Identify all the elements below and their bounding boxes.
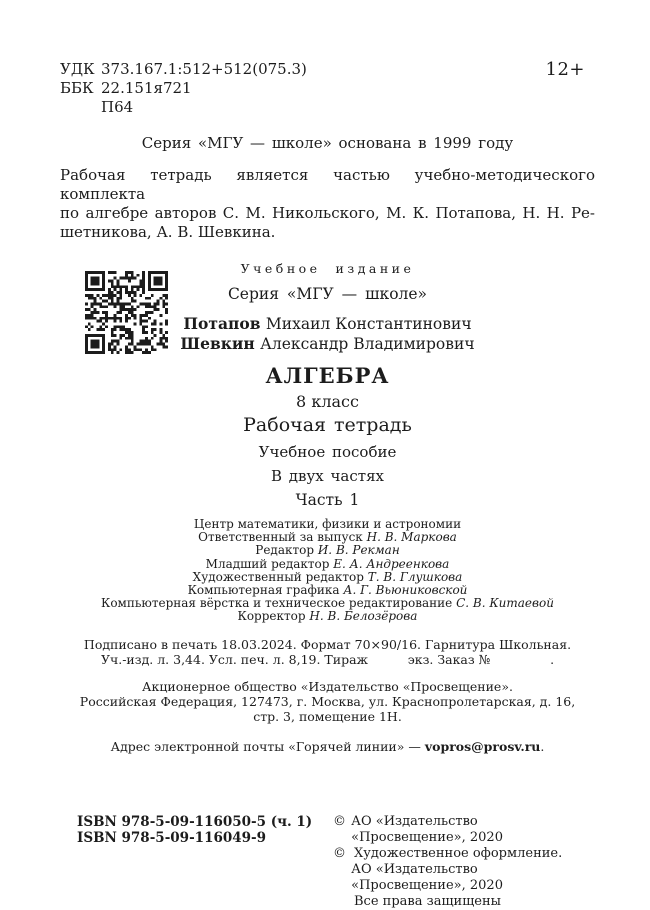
isbn-copyright-row: [60, 814, 595, 910]
isbn-line: ISBN 978-5-09-116050-5 (ч. 1): [77, 813, 313, 830]
qr-code: [85, 271, 168, 354]
credit-role: Ответственный за выпуск: [198, 530, 363, 545]
copyright-mark: [333, 894, 354, 910]
publisher-block: [60, 679, 595, 724]
isbn-block: [60, 814, 333, 910]
udk-value: 373.167.1:512+512(075.3): [101, 60, 307, 78]
copyright-mark: [333, 862, 351, 894]
credit-person: Т. В. Глушкова: [367, 569, 463, 584]
copyright-line: [333, 846, 595, 862]
credit-person: И. В. Рекман: [317, 543, 400, 558]
publisher-line: стр. 3, помещение 1Н.: [253, 708, 402, 724]
copyright-text: АО «Издательство «Просвещение», 2020: [351, 861, 503, 893]
grade-level: 8 класс: [296, 392, 359, 411]
credits-block: [60, 518, 595, 624]
credit-person: А. Г. Вьюниковской: [343, 583, 468, 598]
credit-person: Н. В. Маркова: [366, 530, 457, 545]
annotation-line: по алгебре авторов С. М. Никольского, М. К. Потапова, Н. Н. Ре-: [60, 204, 595, 222]
copyright-text: Все права защищены: [354, 893, 501, 909]
classification-codes: [60, 60, 307, 117]
copyright-text: АО «Издательство «Просвещение», 2020: [351, 813, 503, 845]
publisher-line: Российская Федерация, 127473, г. Москва, ул. Краснопролетарская, д. 16,: [79, 693, 576, 709]
copyright-line: [333, 862, 595, 894]
bbk-value: 22.151я721: [101, 79, 192, 97]
credit-role: Художественный редактор: [192, 569, 364, 584]
credit-role: Младший редактор: [205, 556, 330, 571]
isbn-line: ISBN 978-5-09-116049-9: [77, 829, 267, 846]
bbk-row: [60, 79, 307, 98]
copyright-mark: ©: [333, 845, 346, 861]
book-subtitle: Рабочая тетрадь: [243, 414, 412, 436]
author-code: П64: [101, 98, 134, 116]
email-address: vopros@prosv.ru: [424, 738, 541, 754]
credit-role: Центр математики, физики и астрономии: [193, 517, 462, 531]
publisher-line: Акционерное общество «Издательство «Просвещение».: [142, 678, 513, 694]
email-prefix: Адрес электронной почты «Горячей линии» —: [110, 738, 425, 754]
annotation-line: шетникова, А. В. Шевкина.: [60, 223, 276, 241]
book-title: АЛГЕБРА: [265, 363, 390, 388]
credit-person: Е. А. Андреенкова: [333, 556, 450, 571]
author-given-names: Александр Владимирович: [260, 335, 475, 353]
copyright-line: [333, 894, 595, 910]
credit-role: Компьютерная графика: [187, 583, 340, 598]
udk-row: [60, 60, 307, 79]
credit-role: Компьютерная вёрстка и техническое редактирование: [101, 596, 453, 611]
email-suffix: .: [540, 738, 545, 754]
author-surname: Шевкин: [180, 334, 255, 353]
credit-line: [60, 610, 595, 623]
age-rating-badge: 12+: [545, 59, 585, 80]
annotation-paragraph: [60, 166, 595, 242]
credit-person: С. В. Китаевой: [456, 596, 554, 611]
parts-note: В двух частях: [270, 467, 384, 485]
udk-label: УДК: [60, 60, 95, 78]
edition-block: [60, 261, 595, 509]
copyright-text: Художественное оформление.: [354, 845, 563, 861]
print-info-line: Подписано в печать 18.03.2024. Формат 70×90/16. Гарнитура Школьная.: [83, 636, 572, 652]
print-info-line: Уч.-изд. л. 3,44. Усл. печ. л. 8,19. Тираж экз. Заказ № .: [100, 651, 555, 667]
credit-role: Корректор: [237, 609, 306, 624]
author-surname: Потапов: [183, 314, 261, 333]
publication-kind: Учебное пособие: [258, 443, 397, 461]
header-row: [60, 60, 595, 117]
copyright-mark: ©: [333, 813, 346, 829]
credit-person: Н. В. Белозёрова: [309, 609, 418, 624]
series-title: Серия «МГУ — школе»: [227, 285, 428, 303]
credit-role: Редактор: [255, 543, 315, 558]
edition-type: Учебное издание: [240, 261, 415, 276]
annotation-line: Рабочая тетрадь является частью учебно-методического комплекта: [60, 166, 595, 203]
copyright-line: [333, 814, 595, 846]
copyright-block: [333, 814, 595, 910]
bbk-label: ББК: [60, 79, 94, 97]
series-founded-note: Серия «МГУ — школе» основана в 1999 году: [141, 134, 514, 152]
author-given-names: Михаил Константинович: [265, 315, 472, 333]
part-number: Часть 1: [295, 491, 360, 509]
hotline-email-line: [60, 739, 595, 754]
print-info-block: [60, 637, 595, 667]
